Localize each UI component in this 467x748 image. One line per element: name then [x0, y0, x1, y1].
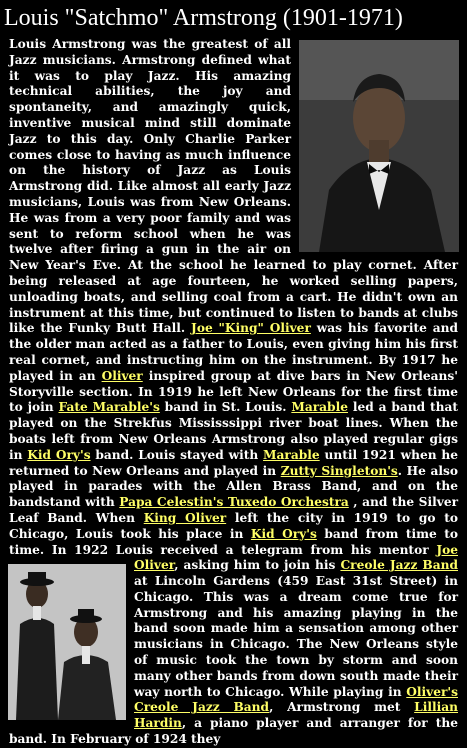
- paragraph-text: was his favorite and the older man acted as a father to Louis, even giving him his first real cornet, and instructing him on the instrument. By 1917 he played in an: [9, 321, 458, 383]
- link-marable[interactable]: Marable: [291, 400, 348, 415]
- link-marable[interactable]: Marable: [263, 447, 320, 462]
- paragraph-text: inspired group at dive bars in New Orleans' Storyville section. In 1919 he left New Orleans for the first time to join: [9, 368, 458, 415]
- link-papa-celestin[interactable]: Papa Celestin's Tuxedo Orchestra: [119, 495, 349, 510]
- paragraph-text: , and the Silver Leaf Band. When: [9, 495, 458, 525]
- paragraph-text: Louis Armstrong was the greatest of all Jazz musicians. Armstrong defined what it was to play Jazz. His amazing technical abilities, the joy and spontaneity, and amazingly quick, inventive musical mind still dominate Jazz to this day. Only Charlie Parker comes close to having as much influence on the history of Jazz as Louis Armstrong did. Like almost all early Jazz musicians, Louis was from New Orleans. He was from a very poor family and was sent to reform school when he was twelve after firing a gun in the air on New Year's Eve. At the school he learned to play cornet. After being released at age fourteen, he worked selling papers, unloading boats, and selling coal from a cart. He didn't own an instrument at this time, but continued to listen to bands at clubs like the Funky Butt Hall.: [9, 37, 458, 336]
- paragraph-text: band from time to time. In 1922 Louis received a telegram from his mentor: [9, 526, 459, 557]
- link-olivers-creole-jazz-band[interactable]: Oliver's Creole Jazz Band: [134, 684, 458, 715]
- article-body: [9, 37, 458, 748]
- paragraph-text: , Armstrong met: [269, 700, 415, 715]
- link-zutty-singleton[interactable]: Zutty Singleton's: [280, 463, 398, 478]
- paragraph-text: , asking him to join his: [174, 558, 341, 573]
- paragraph-text: left the city in 1919 to go to Chicago, Louis took his place in: [9, 510, 458, 541]
- page-title: Louis "Satchmo" Armstrong (1901-1971): [4, 5, 403, 31]
- link-joe-oliver[interactable]: Joe Oliver: [134, 542, 458, 573]
- link-kid-ory[interactable]: Kid Ory's: [250, 526, 317, 541]
- link-kid-ory[interactable]: Kid Ory's: [27, 447, 91, 462]
- link-fate-marable[interactable]: Fate Marable's: [58, 400, 160, 415]
- link-oliver[interactable]: Oliver: [101, 368, 143, 383]
- paragraph-text: , a piano player and arranger for the band. In February of 1924 they: [9, 716, 458, 747]
- paragraph-text: at Lincoln Gardens (459 East 31st Street) in Chicago. This was a dream come true for Armstrong and his amazing playing in the band soon made him a sensation among other musicians in Chicago. The New Orleans style of music took the town by storm and soon many other bands from down south made their way north to Chicago. While playing in: [134, 574, 458, 699]
- paragraph-text: band in St. Louis.: [159, 400, 292, 415]
- link-lillian-hardin[interactable]: Lillian Hardin: [134, 700, 459, 731]
- band-photo: [8, 564, 126, 720]
- link-joe-king-oliver[interactable]: Joe "King" Oliver: [191, 321, 311, 336]
- portrait-photo: [299, 40, 459, 252]
- link-king-oliver[interactable]: King Oliver: [143, 510, 227, 525]
- paragraph-text: band. Louis stayed with: [90, 447, 264, 462]
- link-creole-jazz-band[interactable]: Creole Jazz Band: [340, 558, 458, 573]
- paragraph-text: . He also played in parades with the Allen Brass Band, and on the bandstand with: [9, 463, 458, 510]
- paragraph-text: led a band that played on the Strekfus Mississsippi river boat lines. When the boats left from New Orleans Armstrong also played regular gigs in: [9, 400, 458, 462]
- paragraph-text: until 1921 when he returned to New Orleans and played in: [9, 447, 459, 478]
